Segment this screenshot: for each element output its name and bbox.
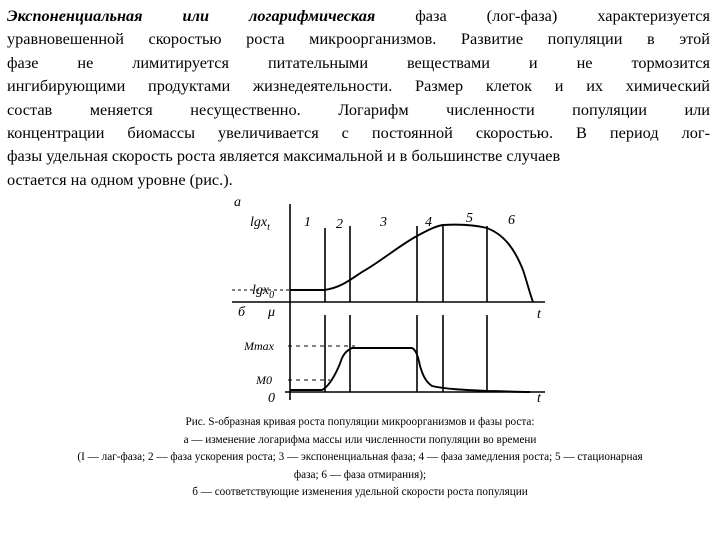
y-label-top-main: lgx — [250, 215, 268, 230]
growth-curve-drawing — [0, 190, 720, 410]
t-label-a: t — [537, 307, 541, 322]
y-label-bottom-main: lgx — [252, 283, 270, 298]
figure-caption — [0, 414, 720, 502]
paragraph-line-3: фазе не лимитируется питательными веществами и не тормозится — [7, 52, 710, 72]
caption-line-3: (I — лаг-фаза; 2 — фаза ускорения роста; 3 — экспоненциальная фаза; 4 — фаза замедления роста; 5 — стационарная — [77, 451, 643, 464]
panel-a-label: а — [234, 195, 241, 210]
growth-curve — [290, 225, 533, 302]
paragraph-line-1-text: фаза (лог-фаза) характеризуется — [375, 6, 710, 25]
paragraph-line-6: концентрации биомассы увеличивается с постоянной скоростью. В период лог- — [7, 122, 710, 142]
paragraph-line-7: фазы удельная скорость роста является максимальной и в большинстве случаев — [7, 146, 561, 166]
mu-label: μ — [268, 305, 276, 320]
t-label-b: t — [537, 391, 541, 406]
y-label-bottom-sub: 0 — [269, 290, 275, 301]
panel-b-label: б — [238, 305, 246, 320]
phase-number-5: 5 — [466, 211, 473, 226]
phase-number-4: 4 — [425, 215, 432, 230]
phase-number-2: 2 — [336, 217, 343, 232]
caption-line-1: Рис. S-образная кривая роста популяции микроорганизмов и фазы роста: — [185, 416, 535, 428]
y-label-top — [250, 215, 270, 233]
paragraph-line-5: состав меняется несущественно. Логарифм численности популяции или — [7, 99, 710, 119]
paragraph-line-2: уравновешенной скоростью роста микроорганизмов. Развитие популяции в этой — [7, 29, 710, 49]
highlighted-term: Экспоненциальная или логарифмическая — [7, 6, 376, 25]
phase-number-6: 6 — [508, 213, 515, 228]
caption-line-5: б — соответствующие изменения удельной скорости роста популяции — [192, 486, 528, 499]
phase-number-3: 3 — [380, 215, 387, 230]
growth-rate-curve — [290, 348, 530, 392]
caption-line-4: фаза; 6 — фаза отмирания); — [293, 468, 427, 481]
caption-line-2: а — изменение логарифма массы или численности популяции во времени — [183, 433, 537, 446]
origin-label: 0 — [268, 391, 275, 406]
phase-number-1: 1 — [304, 215, 311, 230]
main-paragraph — [7, 4, 710, 191]
growth-curve-figure — [0, 190, 720, 410]
paragraph-line-1 — [7, 4, 710, 27]
paragraph-line-8: остается на одном уровне (рис.). — [7, 169, 233, 189]
y-label-bottom — [252, 283, 274, 301]
paragraph-line-4: ингибирующими продуктами жизнедеятельности. Размер клеток и их химический — [7, 76, 710, 96]
y-label-top-sub: t — [267, 222, 270, 233]
mu-max-label: Mmax — [244, 339, 274, 353]
mu-zero-label: M0 — [256, 373, 272, 387]
